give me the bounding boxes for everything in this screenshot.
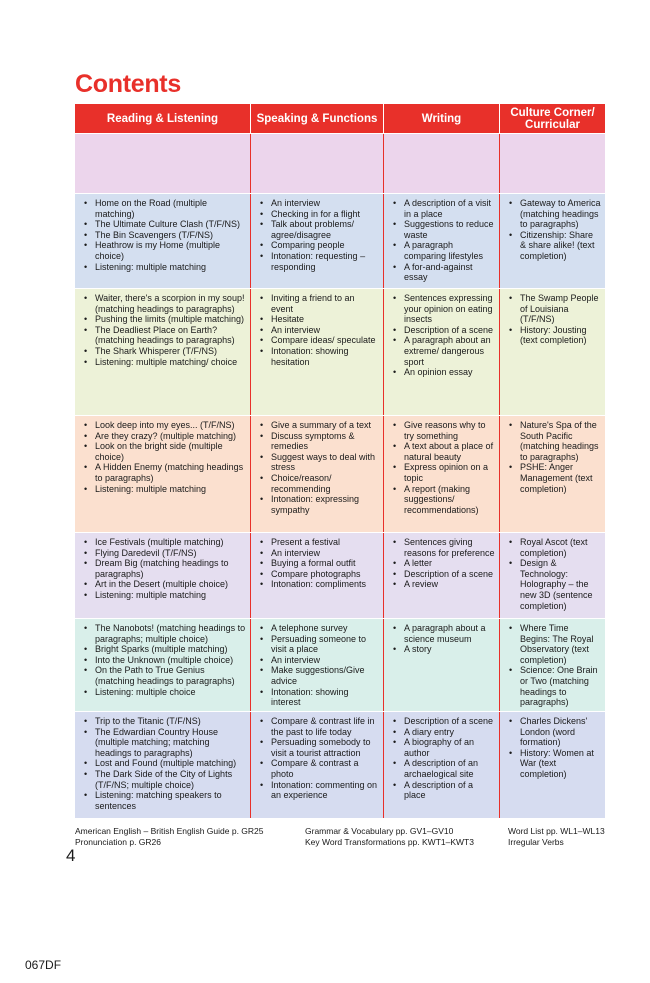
cell-speaking-functions bbox=[251, 194, 384, 288]
footer-link: Pronunciation p. GR26 bbox=[75, 836, 161, 847]
cell-reading-listening bbox=[75, 289, 251, 415]
list-item: • The Swamp People of Louisiana (T/F/NS) bbox=[506, 293, 601, 325]
list-item: • Science: One Brain or Two (matching headings to paragraphs) bbox=[506, 665, 601, 707]
cell-speaking-functions bbox=[251, 416, 384, 532]
list-item: • Compare ideas/ speculate bbox=[257, 335, 379, 346]
list-item: • A telephone survey bbox=[257, 623, 379, 634]
list-item: • Trip to the Titanic (T/F/NS) bbox=[81, 716, 246, 727]
list-item: • A report (making suggestions/ recommendations) bbox=[390, 484, 495, 516]
cell-culture-corner bbox=[500, 289, 605, 415]
cell-culture-corner bbox=[500, 533, 605, 618]
unit-row bbox=[75, 532, 605, 618]
list-item: • Intonation: expressing sympathy bbox=[257, 494, 379, 515]
list-item: • Compare & contrast life in the past to life today bbox=[257, 716, 379, 737]
cell-speaking-functions bbox=[251, 712, 384, 818]
list-item: • The Shark Whisperer (T/F/NS) bbox=[81, 346, 246, 357]
list-item: • Listening: multiple matching bbox=[81, 590, 246, 601]
list-item: • Hesitate bbox=[257, 314, 379, 325]
cell-reading-listening bbox=[75, 533, 251, 618]
list-item: • Listening: multiple matching bbox=[81, 484, 246, 495]
list-item: • Listening: multiple choice bbox=[81, 687, 246, 698]
list-item: • Description of a scene bbox=[390, 325, 495, 336]
list-item: • Intonation: showing hesitation bbox=[257, 346, 379, 367]
list-item: • A description of a visit in a place bbox=[390, 198, 495, 219]
list-item: • Give reasons why to try something bbox=[390, 420, 495, 441]
list-item: • A text about a place of natural beauty bbox=[390, 441, 495, 462]
list-item: • Buying a formal outfit bbox=[257, 558, 379, 569]
unit-row bbox=[75, 711, 605, 818]
cell-culture-corner bbox=[500, 712, 605, 818]
list-item: • A diary entry bbox=[390, 727, 495, 738]
list-item: • Citizenship: Share & share alike! (text completion) bbox=[506, 230, 601, 262]
list-item: • Discuss symptoms & remedies bbox=[257, 431, 379, 452]
cell-culture-corner bbox=[500, 619, 605, 711]
footer-col-2 bbox=[305, 826, 474, 847]
list-item: • Sentences giving reasons for preference bbox=[390, 537, 495, 558]
unit-row bbox=[75, 415, 605, 532]
list-item: • Persuading somebody to visit a tourist attraction bbox=[257, 737, 379, 758]
list-item: • A letter bbox=[390, 558, 495, 569]
list-item: • Compare photographs bbox=[257, 569, 379, 580]
unit-row bbox=[75, 288, 605, 415]
page-title: Contents bbox=[75, 70, 181, 98]
header-reading-listening: Reading & Listening bbox=[75, 104, 251, 133]
list-item: • A Hidden Enemy (matching headings to paragraphs) bbox=[81, 462, 246, 483]
header-speaking-functions: Speaking & Functions bbox=[251, 104, 384, 133]
cell-speaking-functions bbox=[251, 533, 384, 618]
list-item: • Design & Technology: Holography – the new 3D (sentence completion) bbox=[506, 558, 601, 611]
list-item: • Waiter, there's a scorpion in my soup! (matching headings to paragraphs) bbox=[81, 293, 246, 314]
cell-culture-corner bbox=[500, 416, 605, 532]
list-item: • Gateway to America (matching headings to paragraphs) bbox=[506, 198, 601, 230]
list-item: • Pushing the limits (multiple matching) bbox=[81, 314, 246, 325]
list-item: • Lost and Found (multiple matching) bbox=[81, 758, 246, 769]
list-item: • An interview bbox=[257, 325, 379, 336]
cell-speaking-functions bbox=[251, 289, 384, 415]
list-item: • Flying Daredevil (T/F/NS) bbox=[81, 548, 246, 559]
unit-row bbox=[75, 193, 605, 288]
list-item: • A paragraph comparing lifestyles bbox=[390, 240, 495, 261]
cell-reading-listening bbox=[75, 194, 251, 288]
list-item: • The Bin Scavengers (T/F/NS) bbox=[81, 230, 246, 241]
list-item: • Sentences expressing your opinion on eating insects bbox=[390, 293, 495, 325]
list-item: • Look on the bright side (multiple choice) bbox=[81, 441, 246, 462]
list-item: • The Dark Side of the City of Lights (T/F/NS; multiple choice) bbox=[81, 769, 246, 790]
cell-reading-listening bbox=[75, 619, 251, 711]
list-item: • Look deep into my eyes... (T/F/NS) bbox=[81, 420, 246, 431]
list-item: • A paragraph about a science museum bbox=[390, 623, 495, 644]
list-item: • A story bbox=[390, 644, 495, 655]
list-item: • Talk about problems/ agree/disagree bbox=[257, 219, 379, 240]
list-item: • Intonation: requesting – responding bbox=[257, 251, 379, 272]
cell-writing bbox=[384, 134, 500, 193]
list-item: • A biography of an author bbox=[390, 737, 495, 758]
list-item: • Express opinion on a topic bbox=[390, 462, 495, 483]
cell-culture-corner bbox=[500, 134, 605, 193]
list-item: • Intonation: compliments bbox=[257, 579, 379, 590]
list-item: • Checking in for a flight bbox=[257, 209, 379, 220]
list-item: • A for-and-against essay bbox=[390, 262, 495, 283]
list-item: • Compare & contrast a photo bbox=[257, 758, 379, 779]
list-item: • Listening: multiple matching bbox=[81, 262, 246, 273]
list-item: • Choice/reason/ recommending bbox=[257, 473, 379, 494]
footer-link: American English – British English Guide p. GR25 bbox=[75, 826, 264, 836]
header-writing: Writing bbox=[384, 104, 500, 133]
list-item: • Charles Dickens' London (word formation) bbox=[506, 716, 601, 748]
cell-reading-listening bbox=[75, 416, 251, 532]
list-item: • Home on the Road (multiple matching) bbox=[81, 198, 246, 219]
cell-writing bbox=[384, 533, 500, 618]
list-item: • Make suggestions/Give advice bbox=[257, 665, 379, 686]
cell-writing bbox=[384, 289, 500, 415]
cell-writing bbox=[384, 712, 500, 818]
list-item: • Suggestions to reduce waste bbox=[390, 219, 495, 240]
list-item: • Intonation: commenting on an experience bbox=[257, 780, 379, 801]
list-item: • Heathrow is my Home (multiple choice) bbox=[81, 240, 246, 261]
list-item: • Description of a scene bbox=[390, 716, 495, 727]
list-item: • An opinion essay bbox=[390, 367, 495, 378]
cell-reading-listening bbox=[75, 134, 251, 193]
list-item: • Persuading someone to visit a place bbox=[257, 634, 379, 655]
cell-writing bbox=[384, 416, 500, 532]
list-item: • Bright Sparks (multiple matching) bbox=[81, 644, 246, 655]
cell-speaking-functions bbox=[251, 134, 384, 193]
list-item: • An interview bbox=[257, 198, 379, 209]
list-item: • Art in the Desert (multiple choice) bbox=[81, 579, 246, 590]
list-item: • Intonation: showing interest bbox=[257, 687, 379, 708]
footer-col-3 bbox=[508, 826, 605, 847]
list-item: • Royal Ascot (text completion) bbox=[506, 537, 601, 558]
contents-table bbox=[75, 104, 605, 818]
list-item: • The Ultimate Culture Clash (T/F/NS) bbox=[81, 219, 246, 230]
list-item: • Into the Unknown (multiple choice) bbox=[81, 655, 246, 666]
unit-row bbox=[75, 618, 605, 711]
footer-link: Irregular Verbs bbox=[508, 836, 564, 847]
list-item: • Dream Big (matching headings to paragraphs) bbox=[81, 558, 246, 579]
list-item: • A description of a place bbox=[390, 780, 495, 801]
list-item: • A review bbox=[390, 579, 495, 590]
list-item: • The Edwardian Country House (multiple matching; matching headings to paragraphs) bbox=[81, 727, 246, 759]
list-item: • An interview bbox=[257, 548, 379, 559]
list-item: • Comparing people bbox=[257, 240, 379, 251]
cell-reading-listening bbox=[75, 712, 251, 818]
list-item: • Present a festival bbox=[257, 537, 379, 548]
header-culture-corner: Culture Corner/ Curricular bbox=[510, 106, 595, 131]
list-item: • Listening: matching speakers to sentences bbox=[81, 790, 246, 811]
list-item: • The Deadliest Place on Earth? (matching headings to paragraphs) bbox=[81, 325, 246, 346]
list-item: • Give a summary of a text bbox=[257, 420, 379, 431]
footer-col-1 bbox=[75, 826, 264, 847]
list-item: • Description of a scene bbox=[390, 569, 495, 580]
list-item: • On the Path to True Genius (matching headings to paragraphs) bbox=[81, 665, 246, 686]
cell-writing bbox=[384, 194, 500, 288]
unit-row bbox=[75, 133, 605, 193]
list-item: • A paragraph about an extreme/ dangerous sport bbox=[390, 335, 495, 367]
list-item: • Suggest ways to deal with stress bbox=[257, 452, 379, 473]
list-item: • Listening: multiple matching/ choice bbox=[81, 357, 246, 368]
footer-link: Grammar & Vocabulary pp. GV1–GV10 bbox=[305, 826, 454, 836]
table-header bbox=[75, 104, 605, 133]
list-item: • Ice Festivals (multiple matching) bbox=[81, 537, 246, 548]
cell-culture-corner bbox=[500, 194, 605, 288]
list-item: • An interview bbox=[257, 655, 379, 666]
footer-link: Key Word Transformations pp. KWT1–KWT3 bbox=[305, 836, 474, 847]
footer-link: Word List pp. WL1–WL13 bbox=[508, 826, 605, 836]
cell-speaking-functions bbox=[251, 619, 384, 711]
list-item: • Are they crazy? (multiple matching) bbox=[81, 431, 246, 442]
list-item: • Nature's Spa of the South Pacific (matching headings to paragraphs) bbox=[506, 420, 601, 462]
list-item: • A description of an archaelogical site bbox=[390, 758, 495, 779]
cell-writing bbox=[384, 619, 500, 711]
list-item: • History: Women at War (text completion) bbox=[506, 748, 601, 780]
page-number: 4 bbox=[66, 846, 76, 865]
list-item: • History: Jousting (text completion) bbox=[506, 325, 601, 346]
list-item: • PSHE: Anger Management (text completion) bbox=[506, 462, 601, 494]
document-code: 067DF bbox=[25, 958, 62, 972]
list-item: • Where Time Begins: The Royal Observatory (text completion) bbox=[506, 623, 601, 665]
list-item: • The Nanobots! (matching headings to paragraphs; multiple choice) bbox=[81, 623, 246, 644]
list-item: • Inviting a friend to an event bbox=[257, 293, 379, 314]
